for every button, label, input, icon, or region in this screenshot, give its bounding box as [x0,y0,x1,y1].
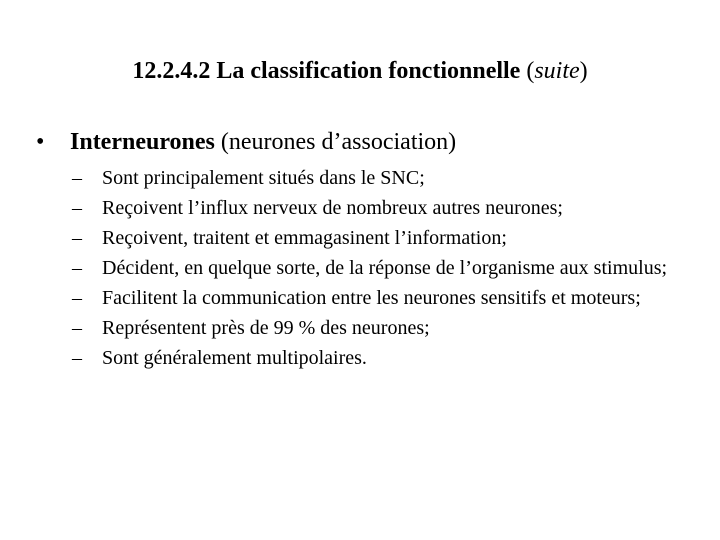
dash-marker: – [72,197,82,219]
bullet-dot: • [36,129,45,155]
list-item [72,166,672,191]
bullet-strong: Interneurones [70,129,215,155]
list-item-text: Facilitent la communication entre les neurones sensitifs et moteurs; [102,287,641,309]
list-item-text: Représentent près de 99 % des neurones; [102,317,430,339]
list-item [72,256,672,281]
section-number: 12.2.4.2 [132,58,211,84]
list-item-text: Reçoivent, traitent et emmagasinent l’information; [102,227,507,249]
list-item [72,316,672,341]
list-item [72,196,672,221]
list-item-text: Sont principalement situés dans le SNC; [102,167,425,189]
dash-marker: – [72,287,82,309]
title-suite: suite [534,58,580,84]
title-paren-open: ( [526,58,535,84]
list-item [72,286,672,311]
list-item [72,226,672,251]
list-item-text: Décident, en quelque sorte, de la réponse de l’organisme aux stimulus; [102,257,668,279]
main-bullet [36,127,456,157]
dash-marker: – [72,167,82,189]
title-main: La classification fonctionnelle [216,58,521,84]
list-item-text: Reçoivent l’influx nerveux de nombreux autres neurones; [102,197,563,219]
slide-title [0,55,720,87]
title-paren-close: ) [579,58,588,84]
list-item-text: Sont généralement multipolaires. [102,347,367,369]
sub-bullet-list [72,166,672,376]
dash-marker: – [72,317,82,339]
bullet-rest: (neurones d’association) [220,129,457,155]
list-item [72,346,672,371]
dash-marker: – [72,347,82,369]
dash-marker: – [72,257,82,279]
dash-marker: – [72,227,82,249]
